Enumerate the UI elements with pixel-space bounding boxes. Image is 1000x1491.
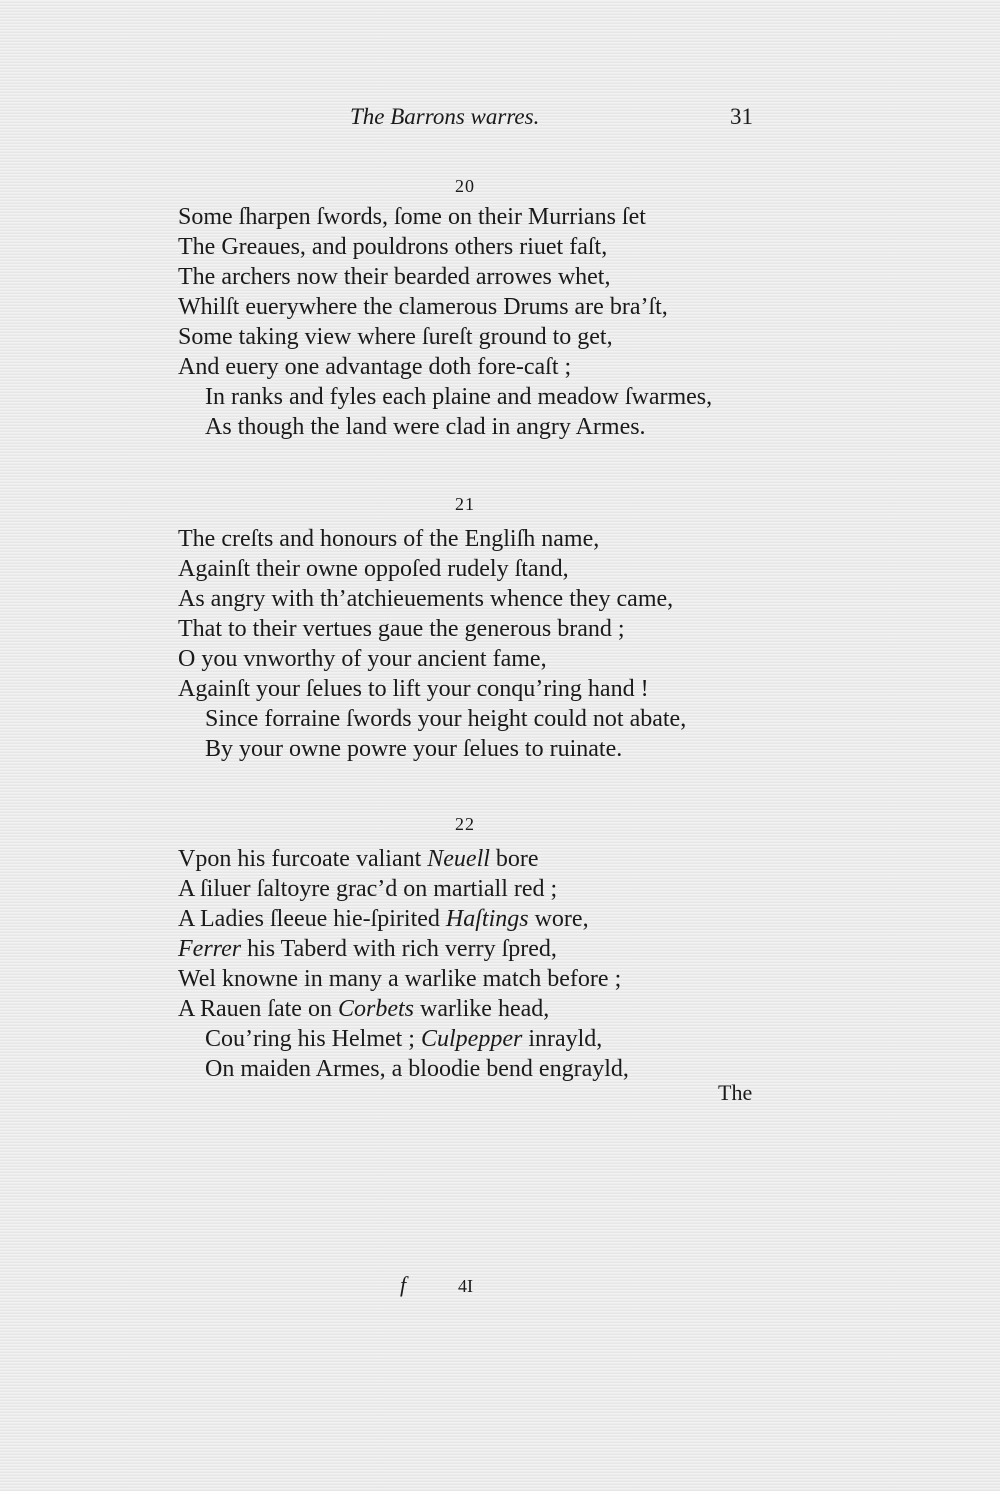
running-title: The Barrons warres. [350, 104, 540, 129]
verse-line: The archers now their bearded arrowes whet, [178, 264, 611, 290]
verse-line: Whilſt euerywhere the clamerous Drums are bra’ſt, [178, 294, 668, 320]
verse-line: Cou’ring his Helmet ; Culpepper inrayld, [205, 1026, 603, 1052]
verse-line: Some taking view where ſureſt ground to get, [178, 324, 613, 350]
italic-name: Corbets [337, 996, 414, 1022]
verse-line: As angry with th’atchieuements whence they came, [178, 586, 674, 612]
italic-name: Culpepper [420, 1026, 523, 1052]
verse-line: A Rauen ſate on Corbets warlike head, [178, 996, 550, 1022]
verse-line: As though the land were clad in angry Armes. [205, 414, 646, 440]
verse-line: The creſts and honours of the Engliſh name, [178, 526, 600, 552]
verse-line: Wel knowne in many a warlike match before ; [178, 966, 622, 992]
signature-number: 4I [458, 1276, 473, 1296]
page-number: 31 [730, 104, 753, 129]
verse-line: Ferrer his Taberd with rich verry ſpred, [178, 936, 557, 962]
verse-line: By your owne powre your ſelues to ruinate. [205, 736, 623, 762]
verse-line: Againſt their owne oppoſed rudely ſtand, [178, 556, 569, 582]
italic-name: Neuell [427, 846, 490, 872]
verse-line: Since forraine ſwords your height could not abate, [205, 706, 687, 732]
catchword: The [718, 1080, 753, 1105]
verse-line: That to their vertues gaue the generous brand ; [178, 616, 625, 642]
verse-line: On maiden Armes, a bloodie bend engrayld, [205, 1056, 629, 1082]
stanza-number: 21 [455, 494, 475, 514]
verse-line: A Ladies ſleeue hie-ſpirited Haſtings wore, [178, 906, 589, 932]
signature-mark: f [400, 1272, 407, 1297]
verse-line: In ranks and fyles each plaine and meadow ſwarmes, [205, 384, 713, 410]
verse-line: The Greaues, and pouldrons others riuet faſt, [178, 234, 608, 260]
verse-line: O you vnworthy of your ancient fame, [178, 646, 547, 672]
italic-name: Haſtings [445, 906, 529, 932]
stanza-number: 22 [455, 814, 475, 834]
verse-line: Some ſharpen ſwords, ſome on their Murrians ſet [178, 204, 646, 230]
verse-line: A ſiluer ſaltoyre grac’d on martiall red ; [178, 876, 558, 902]
verse-line: Vpon his furcoate valiant Neuell bore [178, 846, 539, 872]
stanza-number: 20 [455, 176, 475, 196]
italic-name: Ferrer [178, 936, 242, 962]
verse-line: And euery one advantage doth fore-caſt ; [178, 354, 572, 380]
verse-line: Againſt your ſelues to lift your conqu’ring hand ! [178, 676, 649, 702]
